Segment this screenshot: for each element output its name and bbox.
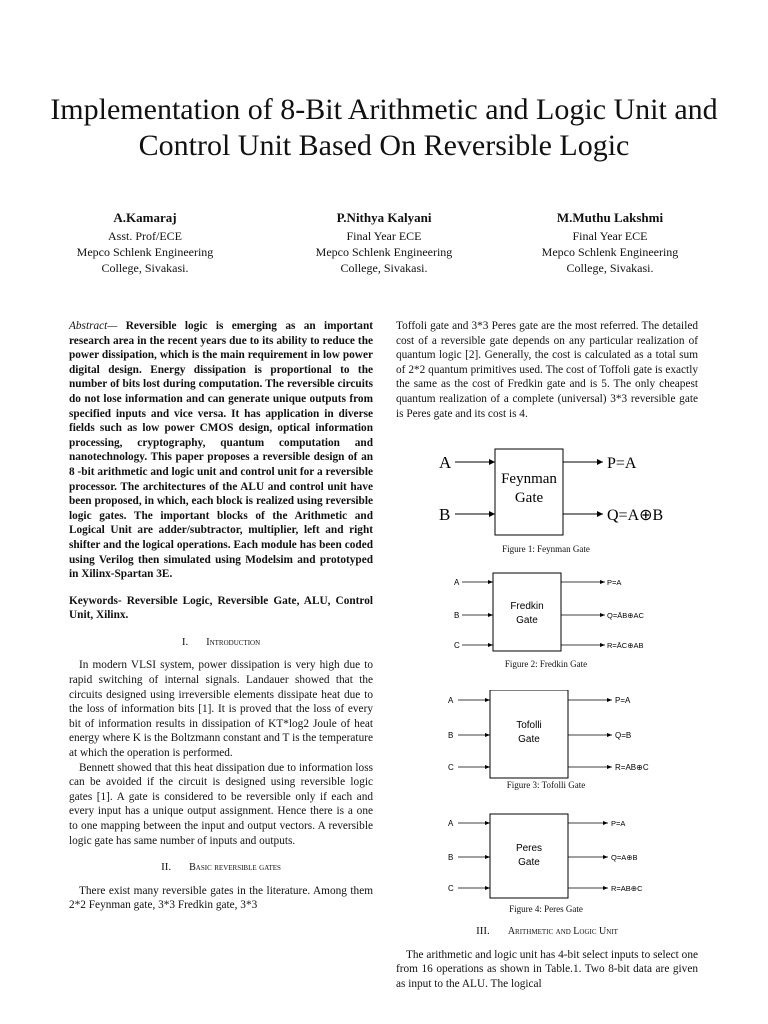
author-affiliation: Mepco Schlenk Engineering (315, 245, 453, 259)
left-column (69, 319, 373, 913)
fig3-output-r: R=AB⊕C (615, 763, 649, 772)
keywords: Keywords- Reversible Logic, Reversible Gate, ALU, Control Unit, Xilinx. (69, 594, 373, 622)
fig4-input-c: C (448, 884, 454, 893)
fig4-output-q: Q=A⊕B (611, 853, 638, 862)
tofolli-gate-figure (440, 690, 690, 780)
fig2-input-b: B (454, 611, 460, 620)
fig2-output-q: Q=ĀB⊕AC (607, 611, 644, 620)
fig4-gate-label: Gate (518, 857, 540, 868)
right-column-top (396, 319, 698, 421)
fig1-caption: Figure 1: Feynman Gate (502, 544, 590, 554)
author-1 (35, 210, 255, 276)
author-affiliation: Mepco Schlenk Engineering (541, 245, 679, 259)
abstract-label: Abstract— (69, 320, 118, 332)
fig1-gate-label: Gate (514, 490, 544, 506)
fig3-input-c: C (448, 763, 454, 772)
fig1-output-p: P=A (607, 455, 637, 472)
fig2-output-r: R=ĀC⊕AB (607, 641, 644, 650)
fig2-input-c: C (454, 641, 460, 650)
section-title: Introduction (206, 636, 261, 648)
paragraph: Bennett showed that this heat dissipation due to information loss can be avoided if the circuit is designed using reversible logic gates [1]. A gate is considered to be reversible only if each and every input has a unique output assignment. Hence there is a one to one mapping between the input and output vectors. A reversible logic gate has same number of inputs and outputs. (69, 761, 373, 847)
author-name: A.Kamaraj (113, 210, 177, 225)
section-title: Basic reversible gates (189, 862, 281, 874)
fig1-output-q: Q=A⊕B (607, 507, 664, 524)
fig2-gate-label: Gate (516, 615, 538, 626)
fig3-input-b: B (448, 731, 454, 740)
fig4-gate-name: Peres (515, 843, 543, 854)
author-role: Final Year ECE (572, 229, 648, 243)
fig1-input-b: B (439, 505, 451, 524)
section-number: II. (161, 861, 172, 874)
fig3-input-a: A (448, 696, 454, 705)
fig1-gate-name: Feynman (501, 471, 557, 487)
feynman-gate-figure (425, 448, 685, 538)
author-role: Final Year ECE (346, 229, 422, 243)
section-number: I. (181, 635, 189, 648)
fig4-output-r: R=AB⊕C (611, 884, 643, 893)
fredkin-gate-figure (440, 571, 690, 656)
fig4-caption: Figure 4: Peres Gate (509, 904, 583, 914)
section-title: Arithmetic and Logic Unit (507, 926, 618, 937)
paper-title: Implementation of 8-Bit Arithmetic and Logic Unit and Control Unit Based On Reversible Logic (50, 93, 718, 162)
author-3 (500, 210, 720, 276)
section-heading-3 (396, 924, 698, 940)
author-2 (274, 210, 494, 276)
abstract (69, 319, 373, 582)
paragraph: There exist many reversible gates in the literature. Among them 2*2 Feynman gate, 3*3 Fredkin gate, 3*3 (69, 884, 373, 912)
abstract-text: Reversible logic is emerging as an important research area in the recent years due to its ability to reduce the power dissipation, which is the main requirement in low power digital design. Energy dissipation is proportional to the number of bits lost during computation. The reversible circuits do not lose information and can generate unique outputs from specified inputs and vice versa. It has application in diverse fields such as low power CMOS design, optical information processing, cryptography, quantum computation and nanotechnology. This paper proposes a reversible design of an 8 -bit arithmetic and logic unit and control unit for a reversible processor. The architectures of the ALU and control unit have been proposed, in which, each block is realized using reversible logic gates. The important blocks of the Arithmetic and Logical Unit are adder/subtractor, multiplier, left and right shifter and the logical operations. Each module has been coded using Verilog then simulated using Modelsim and prototyped in Xilinx-Spartan 3E. (69, 320, 373, 581)
fig1-input-a: A (439, 453, 452, 472)
fig3-output-q: Q=B (615, 731, 632, 740)
author-name: P.Nithya Kalyani (336, 210, 432, 225)
section-heading-2 (69, 860, 373, 876)
author-affiliation: College, Sivakasi. (101, 261, 189, 275)
author-affiliation: College, Sivakasi. (566, 261, 654, 275)
right-column-bottom (396, 924, 698, 991)
fig4-input-b: B (448, 853, 454, 862)
fig3-gate-name: Tofolli (516, 720, 542, 731)
paragraph: In modern VLSI system, power dissipation is very high due to rapid switching of internal signals. Landauer showed that the circuits designed using irreversible elements dissipate heat due to the loss of information bits [1]. It is proved that the loss of every bit of information results in dissipation of KT*log2 Joule of heat energy where K is the Boltzmann constant and T is the temperature at which the operation is performed. (69, 659, 373, 760)
author-affiliation: Mepco Schlenk Engineering (76, 245, 214, 259)
fig2-input-a: A (454, 578, 460, 587)
section-number: III. (476, 925, 490, 937)
fig2-gate-name: Fredkin (510, 601, 544, 612)
fig2-caption: Figure 2: Fredkin Gate (504, 659, 588, 669)
paragraph: Toffoli gate and 3*3 Peres gate are the most referred. The detailed cost of a reversible gate depends on any particular realization of quantum logic [2]. Generally, the cost is calculated as a total sum of 2*2 quantum primitives used. The cost of Toffoli gate is exactly the same as the cost of Fredkin gate and is 5. The only cheapest quantum realization of a complete (universal) 3*3 reversible gate is Peres gate and its cost is 4. (396, 320, 698, 420)
fig3-output-p: P=A (615, 696, 631, 705)
author-name: M.Muthu Lakshmi (556, 210, 664, 225)
author-role: Asst. Prof/ECE (107, 229, 182, 243)
fig4-input-a: A (448, 819, 454, 828)
fig4-output-p: P=A (611, 819, 626, 828)
paragraph: The arithmetic and logic unit has 4-bit select inputs to select one from 16 operations as shown in Table.1. Two 8-bit data are given as input to the ALU. The logical (396, 948, 698, 990)
fig3-gate-label: Gate (518, 734, 540, 745)
peres-gate-figure (440, 812, 690, 900)
section-heading-1 (69, 635, 373, 651)
author-affiliation: College, Sivakasi. (340, 261, 428, 275)
fig3-caption: Figure 3: Tofolli Gate (506, 780, 586, 790)
fig2-output-p: P=A (607, 578, 622, 587)
